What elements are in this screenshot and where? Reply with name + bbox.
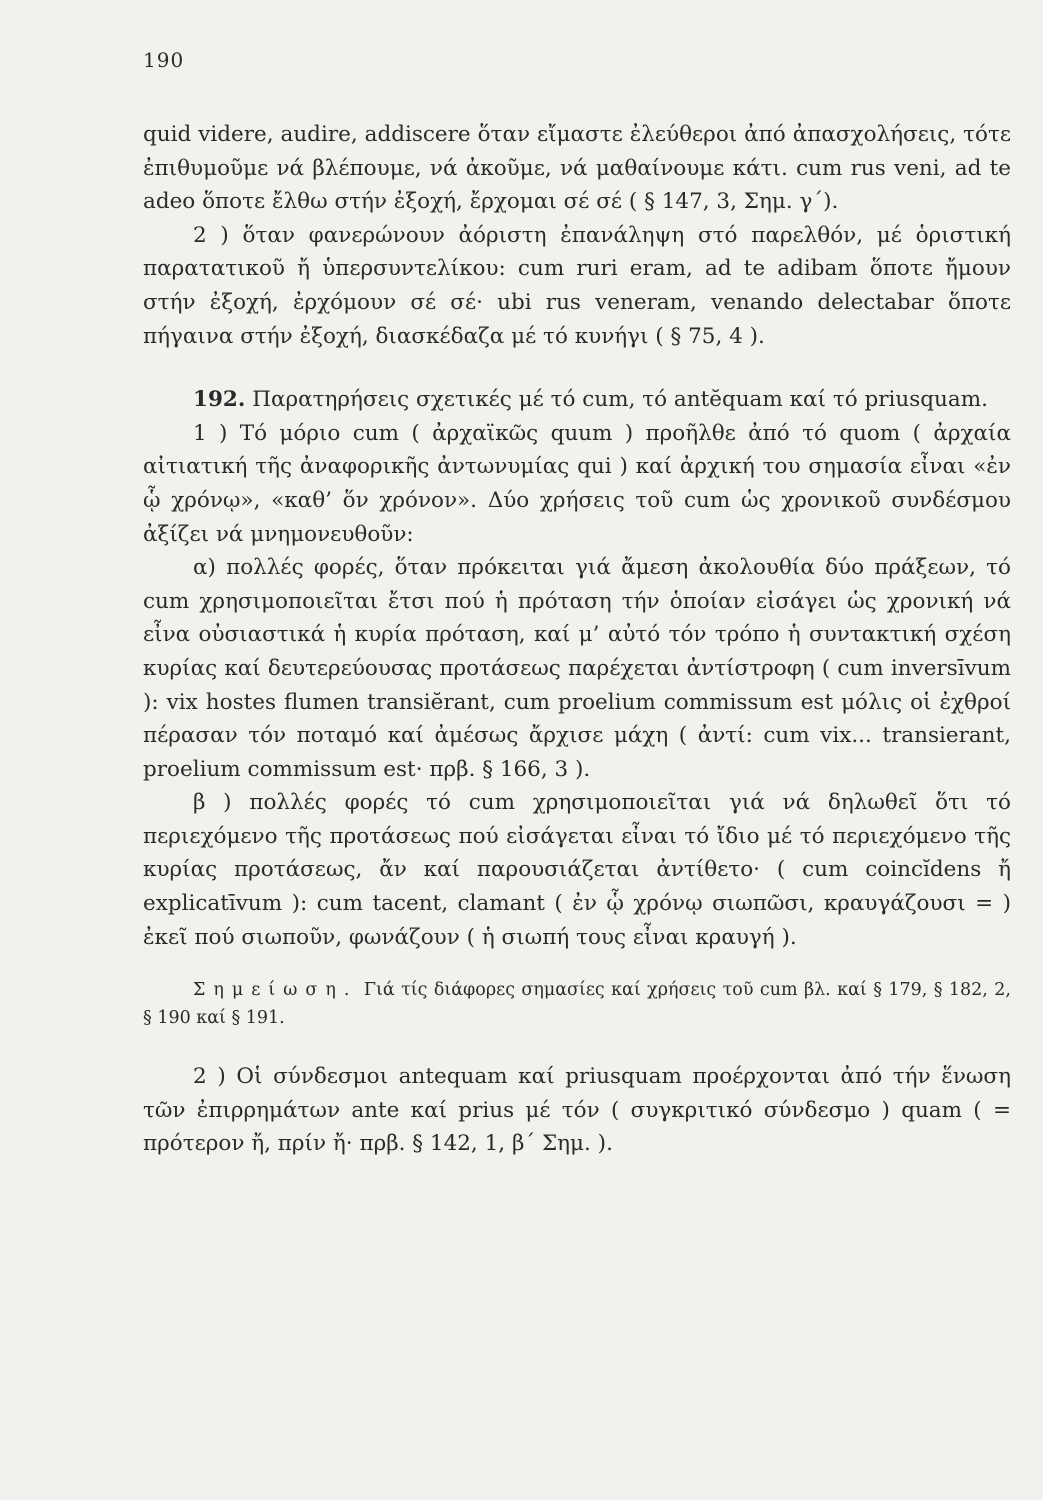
paragraph-point-2b: 2 ) Οἱ σύνδεσμοι antequam καί priusquam προέρχονται ἀπό τήν ἕνωση τῶν ἐπιρρημάτων ante καί prius μέ τόν ( συγκριτικό σύνδεσμο ) quam ( = πρότερον ἤ, πρίν ἤ· πρβ. § 142, 1, β΄ Σημ. ). [143, 1064, 1011, 1157]
footnote [143, 976, 1011, 1032]
paragraph-continuation: quid videre, audire, addiscere ὅταν εἴμαστε ἐλεύθεροι ἀπό ἀπασχολήσεις, τότε ἐπιθυμοῦμε νά βλέπουμε, νά ἀκοῦμε, νά μαθαίνουμε κάτι. cum rus veni, ad te adeo ὅποτε ἔλθω στήν ἐξοχή, ἔρχομαι σέ σέ ( § 147, 3, Σημ. γ΄). [143, 122, 1011, 215]
page-number: 190 [143, 48, 185, 72]
paragraph-beta: β ) πολλές φορές τό cum χρησιμοποιεῖται γιά νά δηλωθεῖ ὅτι τό περιεχόμενο τῆς προτάσεως πού εἰσάγεται εἶναι τό ἴδιο μέ τό περιεχόμενο τῆς κυρίας προτάσεως, ἄν καί παρουσιάζεται ἀντίθετο· ( cum coincĭdens ἤ explicatīvum ): cum tacent, clamant ( ἐν ᾧ χρόνῳ σιωπῶσι, κραυγάζουσι = ) ἐκεῖ πού σιωποῦν, φωνάζουν ( ἡ σιωπή τους εἶναι κραυγή ). [143, 790, 1011, 950]
note-label: Σημείωση. [193, 980, 358, 1001]
paragraph-alpha: α) πολλές φορές, ὅταν πρόκειται γιά ἄμεση ἀκολουθία δύο πράξεων, τό cum χρησιμοποιεῖται ἔτσι πού ἡ πρόταση τήν ὁποίαν εἰσάγει ὡς χρονική νά εἶνα οὐσιαστικά ἡ κυρία πρόταση, καί μ’ αὐτό τόν τρόπο ἡ συντακτική σχέση κυρίας καί δευτερεύουσας προτάσεως παρέχεται ἀντίστροφη ( cum inversīvum ): vix hostes flumen transiĕrant, cum proelium commissum est μόλις οἱ ἐχθροί πέρασαν τόν ποταμό καί ἀμέσως ἄρχισε μάχη ( ἀντί: cum vix... transierant, proelium commissum est· πρβ. § 166, 3 ). [143, 555, 1011, 782]
section-192-heading [143, 383, 1011, 417]
note-text: Γιά τίς διάφορες σημασίες καί χρήσεις τοῦ cum βλ. καί § 179, § 182, 2, § 190 καί § 191. [143, 980, 1011, 1029]
section-number: 192. [193, 387, 246, 413]
paragraph-point-2: 2 ) ὅταν φανερώνουν ἀόριστη ἐπανάληψη στό παρελθόν, μέ ὁριστική παρατατικοῦ ἤ ὑπερσυντελίκου: cum ruri eram, ad te adibam ὅποτε ἤμουν στήν ἐξοχή, ἐρχόμουν σέ σέ· ubi rus veneram, venando delectabar ὅποτε πήγαινα στήν ἐξοχή, διασκέδαζα μέ τό κυνήγι ( § 75, 4 ). [143, 222, 1011, 349]
section-title: Παρατηρήσεις σχετικές μέ τό cum, τό antĕquam καί τό priusquam. [252, 387, 988, 413]
paragraph-point-1: 1 ) Τό μόριο cum ( ἀρχαϊκῶς quum ) προῆλθε ἀπό τό quom ( ἀρχαία αἰτιατική τῆς ἀναφορικῆς ἀντωνυμίας qui ) καί ἀρχική του σημασία εἶναι «ἐν ᾧ χρόνῳ», «καθ’ ὅν χρόνον». Δύο χρήσεις τοῦ cum ὡς χρονικοῦ συνδέσμου ἀξίζει νά μνημονευθοῦν: [143, 420, 1011, 547]
page-body [143, 118, 1011, 1161]
